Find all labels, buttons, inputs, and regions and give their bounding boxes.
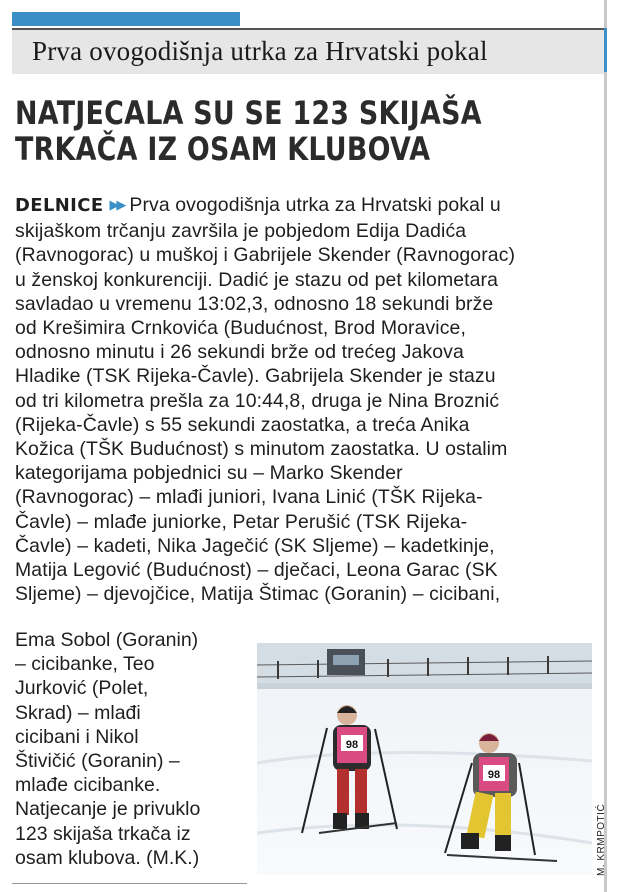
body-line: Čavle) – kadeti, Nika Jagečić (SK Sljeme) – kadetkinje, bbox=[15, 534, 495, 557]
body-line: Matija Legović (Budućnost) – dječaci, Leona Garac (SK bbox=[15, 559, 498, 582]
body-line: cicibani i Nikol bbox=[15, 725, 139, 748]
article-body bbox=[15, 193, 605, 606]
body-line: Štivičić (Goranin) – bbox=[15, 750, 180, 773]
body-line: Prva ovogodišnja utrka za Hrvatski pokal u bbox=[129, 194, 501, 216]
kicker-banner bbox=[12, 28, 604, 74]
bib-number-right: 98 bbox=[487, 769, 501, 781]
body-first-line bbox=[15, 193, 603, 219]
body-line: Hladike (TSK Rijeka-Čavle). Gabrijela Skender je stazu bbox=[15, 365, 496, 388]
body-line: Skrad) – mlađi bbox=[15, 701, 141, 724]
body-line: u ženskoj konkurenciji. Dadić je stazu od pet kilometara bbox=[15, 268, 499, 291]
body-line: osam klubova. (M.K.) bbox=[15, 846, 200, 869]
dateline: DELNICE bbox=[15, 195, 104, 216]
body-line: odnosno minutu i 26 sekundi brže od trećeg Jakova bbox=[15, 341, 464, 364]
cross-country-skiers-photo bbox=[257, 643, 592, 875]
column-rule-accent bbox=[604, 28, 607, 72]
section-color-bar bbox=[12, 12, 240, 26]
bottom-rule bbox=[12, 883, 247, 884]
body-line: (Rijeka-Čavle) s 55 sekundi zaostatka, a treća Anika bbox=[15, 413, 470, 436]
body-line: Natjecanje je privuklo bbox=[15, 798, 201, 821]
body-line: (Ravnogorac) – mlađi juniori, Ivana Linić (TŠK Rijeka- bbox=[15, 486, 483, 509]
body-line: Čavle) – mlađe juniorke, Petar Perušić (TSK Rijeka- bbox=[15, 510, 468, 533]
headline bbox=[15, 95, 502, 167]
body-line: Jurković (Polet, bbox=[15, 677, 149, 700]
body-line: Ema Sobol (Goranin) bbox=[15, 629, 199, 651]
body-line: Sljeme) – djevojčice, Matija Štimac (Goranin) – cicibani, bbox=[15, 583, 501, 606]
headline-line-1: NATJECALA SU SE 123 SKIJAŠA bbox=[15, 94, 482, 132]
body-line: Kožica (TŠK Budućnost) s minutom zaostatka. U ostalim bbox=[15, 438, 508, 461]
kicker-text: Prva ovogodišnja utrka za Hrvatski pokal bbox=[32, 36, 488, 66]
article-photo bbox=[257, 643, 592, 875]
body-line: (Ravnogorac) u muškoj i Gabrijele Skender (Ravnogorac) bbox=[15, 244, 516, 267]
headline-line-2: TRKAČA IZ OSAM KLUBOVA bbox=[15, 130, 431, 168]
body-line: savladao u vremenu 13:02,3, odnosno 18 sekundi brže bbox=[15, 292, 494, 315]
article-body-narrow bbox=[15, 628, 245, 870]
body-line: skijaškom trčanju završila je pobjedom Edija Dadića bbox=[15, 220, 467, 243]
body-line: od tri kilometra prešla za 10:44,8, druga je Nina Broznić bbox=[15, 389, 500, 412]
dateline-arrow-icon: ▶▶ bbox=[109, 197, 124, 212]
body-line: kategorijama pobjednici su – Marko Skender bbox=[15, 462, 403, 485]
body-line: mlađe cicibanke. bbox=[15, 774, 161, 797]
body-line: od Krešimira Crnkovića (Budućnost, Brod Moravice, bbox=[15, 317, 466, 340]
bib-number-left: 98 bbox=[345, 739, 359, 751]
photo-credit: M. KRMPOTIĆ bbox=[596, 803, 607, 876]
body-line: 123 skijaša trkača iz bbox=[15, 822, 191, 845]
body-line: – cicibanke, Teo bbox=[15, 653, 155, 676]
